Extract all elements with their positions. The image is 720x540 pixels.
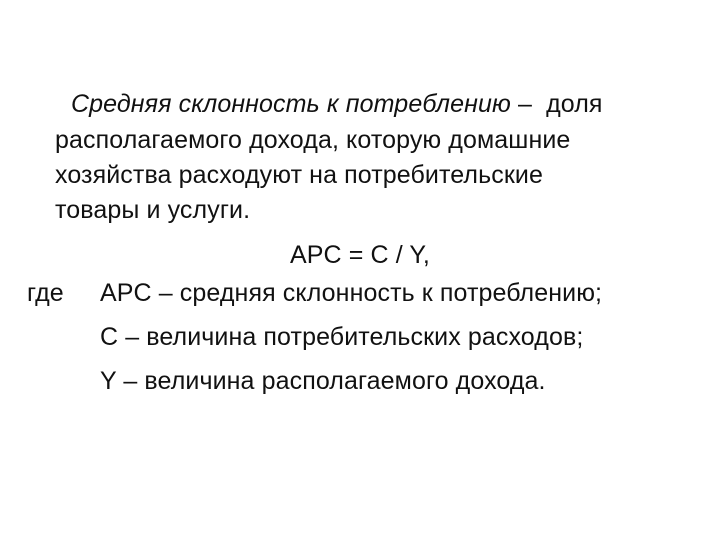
- definition-line-4: товары и услуги.: [55, 196, 251, 224]
- explanation-apc-text: APC – средняя склонность к потреблению;: [100, 279, 603, 307]
- explanation-c: C – величина потребительских расходов;: [100, 323, 584, 351]
- definition-dash: –: [510, 90, 547, 118]
- explanation-apc: [27, 276, 602, 310]
- formula: APC = C / Y,: [290, 241, 430, 269]
- explanation-y: Y – величина располагаемого дохода.: [100, 367, 546, 395]
- definition-term: Средняя склонность к потреблению: [71, 90, 511, 118]
- definition-line-1: [71, 87, 603, 121]
- definition-line-2: располагаемого дохода, которую домашние: [55, 126, 571, 154]
- where-label: где: [27, 279, 64, 307]
- definition-line-1-rest: доля: [546, 90, 603, 118]
- definition-line-3: хозяйства расходуют на потребительские: [55, 161, 543, 189]
